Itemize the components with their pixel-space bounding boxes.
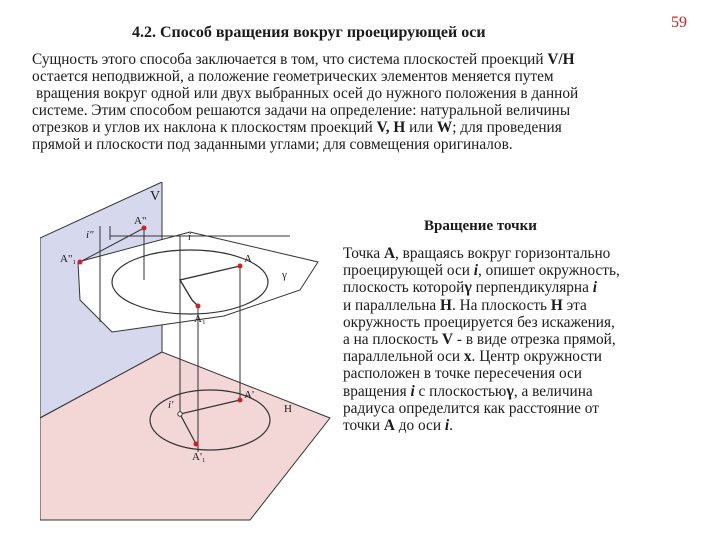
label-i-h: i' — [168, 399, 174, 411]
label-a1-v: A"₁ — [60, 253, 77, 265]
label-a1: A₁ — [194, 313, 206, 325]
intro-text: отрезков и углов их наклона к плоскостям проекций — [32, 119, 377, 136]
label-i-v: i" — [86, 229, 94, 241]
explain-term: x — [463, 348, 472, 366]
section-heading: Вращение точки — [424, 218, 537, 234]
axis-i-h-marker — [178, 412, 182, 416]
explain-text: а на плоскость — [343, 331, 443, 349]
explain-line-8: расположен в точке пересечения оси — [343, 365, 582, 383]
page-title: 4.2. Способ вращения вокруг проецирующей оси — [132, 24, 486, 41]
explain-line-11 — [343, 417, 683, 434]
explain-line-3 — [343, 279, 683, 296]
point-a1-marker — [196, 304, 201, 309]
explain-text: до оси — [394, 417, 445, 435]
explain-term: γ — [464, 279, 472, 297]
intro-term-vh: V/H — [547, 51, 575, 68]
explain-term: i — [592, 279, 597, 297]
label-a1-h: A'₁ — [192, 451, 206, 463]
explain-term: i — [473, 262, 479, 280]
explain-term: H — [550, 296, 563, 314]
explain-text: . — [449, 417, 453, 435]
point-a-marker — [238, 264, 243, 269]
label-a-h: A' — [244, 389, 254, 401]
explain-text: параллельной оси — [343, 348, 464, 366]
intro-term-vh: V, H — [376, 119, 406, 136]
point-a-h-marker — [238, 398, 243, 403]
explain-line-7 — [343, 348, 683, 365]
explain-line-6 — [343, 331, 683, 348]
explain-line-5: окружность проецируется без искажения, — [343, 313, 615, 331]
label-a: A — [244, 253, 252, 265]
intro-text: ; для проведения — [452, 119, 562, 136]
explain-text: плоскость которой — [343, 279, 465, 297]
explain-text: эта — [562, 296, 587, 314]
intro-line-1 — [32, 51, 692, 68]
point-a1-v-marker — [78, 260, 83, 265]
explain-term: γ — [506, 382, 514, 400]
explain-line-1 — [343, 245, 683, 262]
explain-line-4 — [343, 297, 683, 314]
point-a1-h-marker — [194, 442, 199, 447]
explanation-paragraph — [343, 245, 683, 434]
explain-term: A — [383, 245, 396, 262]
label-v: V — [150, 189, 161, 204]
intro-line-3: вращения вокруг одной или двух выбранных осей до нужного положения в данной — [36, 85, 579, 102]
explain-term: H — [440, 296, 452, 314]
rotation-diagram — [40, 182, 340, 522]
explain-line-2 — [343, 262, 683, 279]
intro-line-4: системе. Этим способом решаются задачи на определение: натуральной величины — [32, 102, 571, 119]
explain-text: Точка — [343, 245, 384, 262]
intro-line-2: остается неподвижной, а положение геометрических элементов меняется путем — [32, 68, 554, 85]
explain-text: , вращаясь вокруг горизонтально — [395, 245, 611, 262]
explain-text: , а величина — [513, 382, 593, 400]
explain-text: вращения — [343, 382, 411, 400]
label-h: H — [284, 403, 292, 415]
explain-text: . Центр окружности — [471, 348, 602, 366]
explain-text: и параллельна — [343, 296, 441, 314]
page-number: 59 — [671, 14, 687, 31]
intro-paragraph — [32, 51, 692, 153]
explain-line-10: радиуса определится как расстояние от — [343, 399, 599, 417]
explain-text: , опишет окружность, — [478, 262, 620, 280]
explain-term: i — [410, 382, 415, 400]
explain-text: . На плоскость — [451, 296, 551, 314]
explain-term: V — [442, 331, 454, 349]
intro-line-6: прямой и плоскости под заданными углами; для совмещения оригиналов. — [32, 136, 513, 153]
label-i: i — [188, 231, 192, 243]
label-a-v: A" — [134, 215, 147, 227]
explain-term: A — [383, 417, 395, 435]
intro-line-5 — [32, 119, 692, 136]
explain-text: точки — [343, 417, 384, 435]
explain-term: i — [444, 417, 450, 435]
intro-term-w: W — [436, 119, 453, 136]
explain-line-9 — [343, 383, 683, 400]
intro-text: или — [405, 119, 437, 136]
explain-text: проецирующей оси — [343, 262, 474, 280]
explain-text: перпендикулярна — [471, 279, 593, 297]
explain-text: - в виде отрезка прямой, — [453, 331, 616, 349]
label-gamma: γ — [282, 269, 287, 281]
intro-text: Сущность этого способа заключается в том, что система плоскостей проекций — [32, 51, 548, 68]
explain-text: с плоскостью — [414, 382, 507, 400]
